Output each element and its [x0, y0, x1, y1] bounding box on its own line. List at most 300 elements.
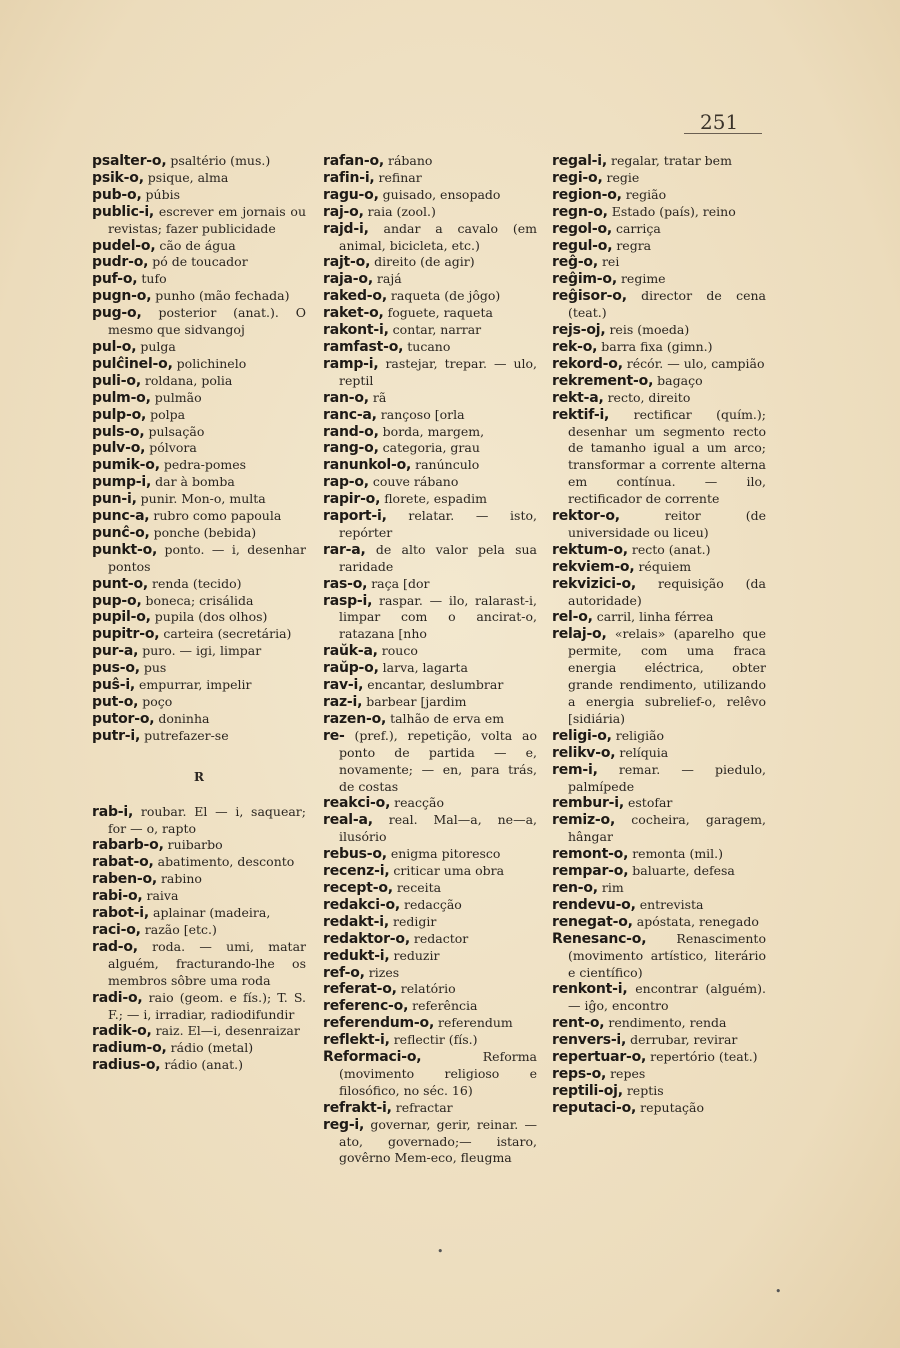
dictionary-entry [552, 846, 766, 863]
dictionary-entry [323, 457, 537, 474]
entry-headword: rafin-i, [323, 169, 375, 186]
entry-definition: ponche (bebida) [149, 524, 257, 540]
dictionary-entry [92, 424, 306, 441]
entry-headword: repertuar-o, [552, 1049, 647, 1066]
header-rule [684, 133, 762, 134]
entry-definition: roldana, polia [140, 372, 233, 388]
entry-definition: relatar. — isto, repórter [339, 508, 537, 540]
entry-headword: puls-o, [92, 423, 145, 440]
entry-definition: roda. — umi, matar alguém, fracturando-lhe os membros sôbre uma roda [108, 938, 306, 988]
entry-headword: Renesanc-o, [552, 930, 647, 947]
dictionary-entry [552, 1049, 766, 1066]
dictionary-entry [552, 288, 766, 322]
entry-definition: refractar [391, 1099, 453, 1115]
entry-headword: rav-i, [323, 677, 364, 694]
dictionary-entry [323, 981, 537, 998]
dictionary-entry [323, 440, 537, 457]
entry-definition: barra fixa (gimn.) [597, 338, 713, 354]
entry-headword: rab-i, [92, 803, 134, 820]
dictionary-entry [323, 795, 537, 812]
entry-definition: empurrar, impelir [135, 677, 252, 693]
dictionary-entry [552, 356, 766, 373]
entry-definition: pulsação [144, 423, 205, 439]
entry-definition: redacção [400, 896, 462, 912]
entry-definition: foguete, raqueta [383, 305, 493, 321]
dictionary-entry [92, 609, 306, 626]
entry-definition: tufo [137, 271, 167, 287]
entry-headword: rafan-o, [323, 153, 385, 169]
entry-definition: renda (tecido) [148, 575, 242, 591]
dictionary-entry [552, 254, 766, 271]
entry-definition: regalar, tratar bem [607, 153, 732, 168]
entry-definition: rabino [156, 871, 202, 887]
entry-definition: raqueta (de jôgo) [386, 288, 501, 304]
entry-definition: rim [597, 879, 624, 895]
dictionary-entry [552, 981, 766, 1015]
entry-definition: regie [602, 169, 640, 185]
dictionary-entry [92, 1057, 306, 1074]
dictionary-entry [92, 660, 306, 677]
dictionary-entry [323, 846, 537, 863]
entry-definition: ruibarbo [163, 837, 223, 853]
entry-headword: redaktor-o, [323, 930, 410, 947]
entry-headword: ranc-a, [323, 406, 377, 423]
dictionary-entry [552, 1066, 766, 1083]
entry-headword: regul-o, [552, 237, 613, 254]
entry-headword: religi-o, [552, 727, 612, 744]
entry-headword: public-i, [92, 203, 155, 220]
entry-definition: poço [138, 694, 173, 709]
entry-headword: rasp-i, [323, 592, 373, 609]
entry-headword: rabot-i, [92, 905, 150, 922]
print-mark: • [437, 1245, 444, 1258]
dictionary-entry [323, 305, 537, 322]
dictionary-entry [323, 271, 537, 288]
entry-headword: psik-o, [92, 169, 144, 186]
entry-headword: raŭk-a, [323, 643, 378, 660]
entry-headword: raj-o, [323, 203, 364, 220]
entry-definition: recto, direito [603, 389, 691, 405]
dictionary-entry [552, 238, 766, 255]
entry-definition: psaltério (mus.) [166, 153, 271, 168]
dictionary-entry [552, 609, 766, 626]
entry-headword: pur-a, [92, 643, 139, 660]
dictionary-entry [323, 1100, 537, 1117]
dictionary-entry [92, 1023, 306, 1040]
entry-headword: renegat-o, [552, 913, 633, 930]
entry-definition: rã [368, 389, 387, 405]
entry-definition: referendum [434, 1015, 513, 1031]
entry-definition: couve rábano [368, 474, 459, 490]
entry-headword: pulm-o, [92, 389, 151, 406]
entry-headword: raja-o, [323, 271, 373, 288]
entry-headword: ren-o, [552, 879, 598, 896]
entry-definition: puro. — igi, limpar [138, 643, 262, 659]
dictionary-entry [92, 576, 306, 593]
dictionary-entry [323, 1032, 537, 1049]
dictionary-entry [323, 322, 537, 339]
entry-definition: requisição (da autoridade) [568, 575, 766, 608]
entry-headword: radik-o, [92, 1023, 152, 1040]
dictionary-entry [92, 153, 306, 170]
entry-headword: rektor-o, [552, 508, 620, 525]
entry-headword: pulĉinel-o, [92, 355, 173, 372]
entry-definition: ranúnculo [411, 457, 480, 473]
entry-definition: tucano [403, 338, 451, 354]
entry-headword: ragu-o, [323, 186, 379, 203]
dictionary-entry [552, 1032, 766, 1049]
entry-headword: punĉ-o, [92, 524, 150, 541]
dictionary-entry [323, 187, 537, 204]
entry-definition: rajá [372, 271, 402, 287]
entry-definition: posterior (anat.). O mesmo que sidvangoj [108, 305, 306, 338]
entry-headword: radi-o, [92, 989, 143, 1006]
dictionary-entry [323, 965, 537, 982]
entry-headword: rek-o, [552, 338, 598, 355]
entry-definition: regime [616, 271, 666, 287]
entry-definition: redigir [389, 913, 437, 929]
entry-definition: Estado (país), reino [607, 203, 736, 219]
entry-headword: psalter-o, [92, 153, 167, 169]
entry-headword: rar-a, [323, 541, 366, 558]
entry-headword: pump-i, [92, 474, 152, 491]
dictionary-entry [552, 542, 766, 559]
dictionary-entry [92, 288, 306, 305]
entry-definition: cocheira, garagem, hângar [568, 812, 766, 845]
entry-definition: rádio (metal) [166, 1040, 254, 1056]
entry-definition: abatimento, desconto [153, 854, 295, 870]
entry-headword: pupil-o, [92, 609, 151, 626]
entry-headword: Reformaci-o, [323, 1049, 422, 1066]
entry-headword: pumik-o, [92, 457, 160, 474]
entry-headword: referat-o, [323, 981, 397, 998]
dictionary-entry [323, 576, 537, 593]
entry-headword: rad-o, [92, 938, 138, 955]
entry-headword: rabi-o, [92, 888, 143, 905]
entry-headword: remiz-o, [552, 812, 616, 829]
dictionary-entry [92, 373, 306, 390]
entry-headword: redakt-i, [323, 913, 389, 930]
section-letter: R [194, 769, 204, 784]
dictionary-entry [552, 322, 766, 339]
dictionary-entry [323, 153, 537, 170]
dictionary-entry [92, 990, 306, 1024]
entry-definition: pólvora [145, 440, 197, 456]
dictionary-entry [92, 491, 306, 508]
dictionary-entry [92, 804, 306, 838]
dictionary-entry [323, 542, 537, 576]
entry-headword: rajd-i, [323, 220, 369, 237]
dictionary-entry [92, 204, 306, 238]
dictionary-entry [323, 880, 537, 897]
entry-headword: rebus-o, [323, 846, 387, 863]
entry-definition: raiva [142, 888, 179, 904]
entry-headword: punkt-o, [92, 541, 158, 558]
entry-definition: recto (anat.) [627, 541, 711, 557]
entry-definition: pedra-pomes [159, 457, 247, 473]
dictionary-entry [552, 1015, 766, 1032]
entry-headword: raport-i, [323, 508, 387, 525]
entry-definition: guisado, ensopado [378, 186, 501, 202]
entry-definition: receita [392, 879, 442, 895]
entry-definition: «relais» (aparelho que permite, com uma fraca energia eléctrica, obter grande rendimento, utilizando a energia subrelief-o, relêvo [sidiária) [568, 626, 766, 726]
entry-headword: pug-o, [92, 305, 142, 322]
dictionary-entry [92, 305, 306, 339]
entry-headword: pupitr-o, [92, 626, 160, 643]
entry-headword: rajt-o, [323, 254, 371, 271]
entry-definition: regra [612, 237, 652, 253]
entry-definition: aplainar (madeira, [149, 905, 271, 921]
entry-headword: recept-o, [323, 879, 393, 896]
entry-headword: remont-o, [552, 846, 629, 863]
entry-headword: raz-i, [323, 694, 363, 710]
dictionary-entry [323, 254, 537, 271]
dictionary-entry [92, 694, 306, 711]
entry-headword: radius-o, [92, 1057, 161, 1074]
entry-headword: region-o, [552, 186, 622, 203]
entry-definition: director de cena (teat.) [568, 288, 766, 321]
entry-headword: relaj-o, [552, 626, 607, 643]
entry-definition: repes [606, 1065, 646, 1081]
dictionary-entry [323, 711, 537, 728]
entry-definition: pó de toucador [148, 254, 248, 270]
dictionary-entry [92, 626, 306, 643]
dictionary-entry [552, 1100, 766, 1117]
dictionary-entry [92, 854, 306, 871]
entry-headword: puf-o, [92, 271, 138, 288]
entry-headword: rand-o, [323, 423, 379, 440]
dictionary-entry [552, 170, 766, 187]
entry-definition: rouco [377, 643, 418, 659]
entry-definition: região [621, 186, 667, 202]
dictionary-entry [92, 525, 306, 542]
entry-headword: rektif-i, [552, 406, 610, 423]
print-mark: • [775, 1285, 782, 1298]
entry-definition: relíquia [615, 744, 669, 760]
dictionary-entry [323, 1117, 537, 1168]
dictionary-entry [552, 812, 766, 846]
dictionary-entry [92, 542, 306, 576]
dictionary-entry [92, 474, 306, 491]
dictionary-entry [323, 491, 537, 508]
dictionary-entry [92, 728, 306, 745]
dictionary-entry [92, 593, 306, 610]
entry-definition: punir. Mon-o, multa [136, 491, 266, 507]
entry-headword: referenc-o, [323, 998, 409, 1015]
entry-headword: reĝisor-o, [552, 288, 627, 305]
dictionary-entry [552, 221, 766, 238]
entry-definition: (pref.), repetição, volta ao ponto de partida — e, novamente; — en, para trás, de costas [339, 727, 537, 794]
entry-headword: rejs-oj, [552, 322, 606, 339]
dictionary-entry [552, 863, 766, 880]
dictionary-entry [552, 626, 766, 727]
entry-definition: reputação [636, 1099, 705, 1115]
entry-definition: raia (zool.) [363, 203, 436, 219]
entry-headword: pus-o, [92, 660, 140, 677]
entry-headword: razen-o, [323, 710, 387, 727]
entry-headword: relikv-o, [552, 744, 616, 761]
dictionary-entry [92, 238, 306, 255]
entry-headword: raket-o, [323, 305, 384, 322]
entry-definition: borda, margem, [378, 423, 485, 439]
entry-definition: entrevista [635, 896, 704, 912]
dictionary-entry [552, 373, 766, 390]
dictionary-entry [92, 837, 306, 854]
column-3 [552, 153, 766, 1117]
entry-headword: raben-o, [92, 871, 157, 888]
entry-definition: governar, gerir, reinar. —ato, governado;— istaro, govêrno Mem-eco, fleugma [339, 1116, 537, 1166]
entry-headword: reflekt-i, [323, 1032, 390, 1049]
dictionary-entry [552, 795, 766, 812]
entry-definition: rei [597, 254, 620, 270]
dictionary-entry [323, 728, 537, 796]
dictionary-entry [552, 897, 766, 914]
dictionary-entry [323, 424, 537, 441]
dictionary-entry [92, 508, 306, 525]
dictionary-entry [323, 170, 537, 187]
entry-definition: real. Mal—a, ne—a, ilusório [339, 812, 537, 845]
dictionary-entry [92, 356, 306, 373]
entry-definition: psique, alma [143, 169, 229, 185]
entry-headword: pup-o, [92, 592, 142, 609]
entry-headword: rekt-a, [552, 389, 604, 406]
entry-definition: larva, lagarta [378, 660, 468, 676]
dictionary-entry [323, 204, 537, 221]
entry-definition: rançoso [orla [376, 406, 465, 422]
entry-definition: reitor (de universidade ou liceu) [568, 508, 766, 540]
dictionary-entry [323, 948, 537, 965]
dictionary-entry [552, 271, 766, 288]
entry-headword: rem-i, [552, 761, 598, 778]
entry-headword: rekviem-o, [552, 558, 635, 575]
entry-headword: reĝim-o, [552, 271, 617, 288]
entry-headword: reputaci-o, [552, 1099, 637, 1116]
column-1 [92, 153, 306, 1074]
dictionary-entry [92, 254, 306, 271]
dictionary-entry [92, 939, 306, 990]
dictionary-entry [92, 407, 306, 424]
dictionary-entry [323, 694, 537, 711]
dictionary-entry [323, 914, 537, 931]
dictionary-entry [323, 931, 537, 948]
entry-definition: Renascimento (movimento artístico, literário e científico) [568, 930, 766, 980]
entry-headword: real-a, [323, 812, 373, 829]
entry-definition: raiz. El—i, desenraizar [151, 1023, 300, 1039]
entry-definition: rizes [364, 964, 400, 980]
entry-definition: de alto valor pela sua raridade [339, 541, 537, 574]
entry-definition: polichinelo [172, 355, 247, 371]
entry-headword: rakont-i, [323, 322, 389, 339]
entry-headword: rekrement-o, [552, 372, 654, 389]
entry-headword: rektum-o, [552, 541, 628, 558]
dictionary-entry [323, 998, 537, 1015]
page-number: 251 [700, 110, 739, 134]
entry-definition: pus [139, 660, 167, 676]
entry-definition: boneca; crisálida [141, 592, 254, 608]
entry-definition: reis (moeda) [605, 322, 690, 338]
entry-definition: rastejar, trepar. — ulo, reptil [339, 355, 537, 388]
entry-definition: ponto. — i, desenhar pontos [108, 541, 306, 574]
dictionary-entry [323, 1049, 537, 1100]
entry-headword: putor-o, [92, 710, 155, 727]
entry-definition: rendimento, renda [604, 1015, 727, 1031]
entry-definition: encontrar (alguém). — iĝo, encontro [568, 981, 766, 1014]
dictionary-entry [552, 339, 766, 356]
dictionary-entry [552, 914, 766, 931]
dictionary-entry [552, 390, 766, 407]
entry-headword: pulp-o, [92, 406, 147, 423]
dictionary-entry [92, 1040, 306, 1057]
entry-definition: repertório (teat.) [646, 1049, 758, 1065]
entry-definition: cão de água [155, 237, 236, 253]
dictionary-entry [92, 457, 306, 474]
entry-definition: carriça [612, 220, 661, 236]
dictionary-entry [92, 440, 306, 457]
entry-headword: pudr-o, [92, 254, 149, 271]
entry-headword: rempar-o, [552, 863, 629, 880]
dictionary-entry [552, 153, 766, 170]
entry-headword: ran-o, [323, 389, 369, 406]
entry-headword: pugn-o, [92, 288, 152, 305]
entry-headword: rendevu-o, [552, 896, 636, 913]
entry-definition: pupila (dos olhos) [150, 609, 268, 625]
entry-headword: rap-o, [323, 474, 369, 491]
dictionary-entry [92, 339, 306, 356]
entry-definition: Reforma (movimento religioso e filosófico, no séc. 16) [339, 1049, 537, 1098]
column-2 [323, 153, 537, 1167]
entry-headword: puŝ-i, [92, 677, 136, 694]
entry-headword: punt-o, [92, 575, 148, 592]
entry-definition: redactor [409, 930, 469, 946]
dictionary-entry [552, 187, 766, 204]
entry-definition: categoria, grau [378, 440, 480, 456]
dictionary-entry [92, 905, 306, 922]
dictionary-entry [323, 390, 537, 407]
dictionary-entry [92, 390, 306, 407]
dictionary-entry [92, 871, 306, 888]
dictionary-entry [552, 559, 766, 576]
entry-definition: carteira (secretária) [159, 626, 292, 642]
entry-headword: radium-o, [92, 1040, 167, 1057]
entry-headword: regn-o, [552, 203, 608, 220]
entry-headword: ramp-i, [323, 355, 379, 372]
entry-headword: reakci-o, [323, 795, 391, 812]
entry-definition: contar, narrar [388, 322, 482, 338]
dictionary-entry [552, 1083, 766, 1100]
entry-definition: remar. — piedulo, palmípede [568, 761, 766, 794]
entry-definition: estofar [624, 795, 673, 811]
entry-definition: criticar uma obra [389, 863, 505, 879]
entry-headword: pulv-o, [92, 440, 146, 457]
dictionary-entry [323, 288, 537, 305]
entry-definition: réquiem [634, 558, 692, 574]
entry-headword: raci-o, [92, 921, 141, 938]
entry-definition: dar à bomba [151, 474, 235, 490]
entry-headword: reps-o, [552, 1065, 607, 1082]
entry-headword: redakci-o, [323, 896, 401, 913]
entry-definition: raça [dor [367, 575, 430, 591]
entry-headword: reptili-oj, [552, 1082, 623, 1099]
entry-definition: reacção [390, 795, 444, 811]
entry-headword: raked-o, [323, 288, 387, 305]
entry-headword: rekord-o, [552, 355, 623, 372]
entry-headword: regal-i, [552, 153, 607, 169]
entry-definition: reduzir [389, 947, 440, 963]
dictionary-entry [323, 863, 537, 880]
entry-definition: derrubar, revirar [626, 1032, 738, 1048]
entry-definition: rádio (anat.) [160, 1057, 244, 1073]
dictionary-entry [552, 728, 766, 745]
